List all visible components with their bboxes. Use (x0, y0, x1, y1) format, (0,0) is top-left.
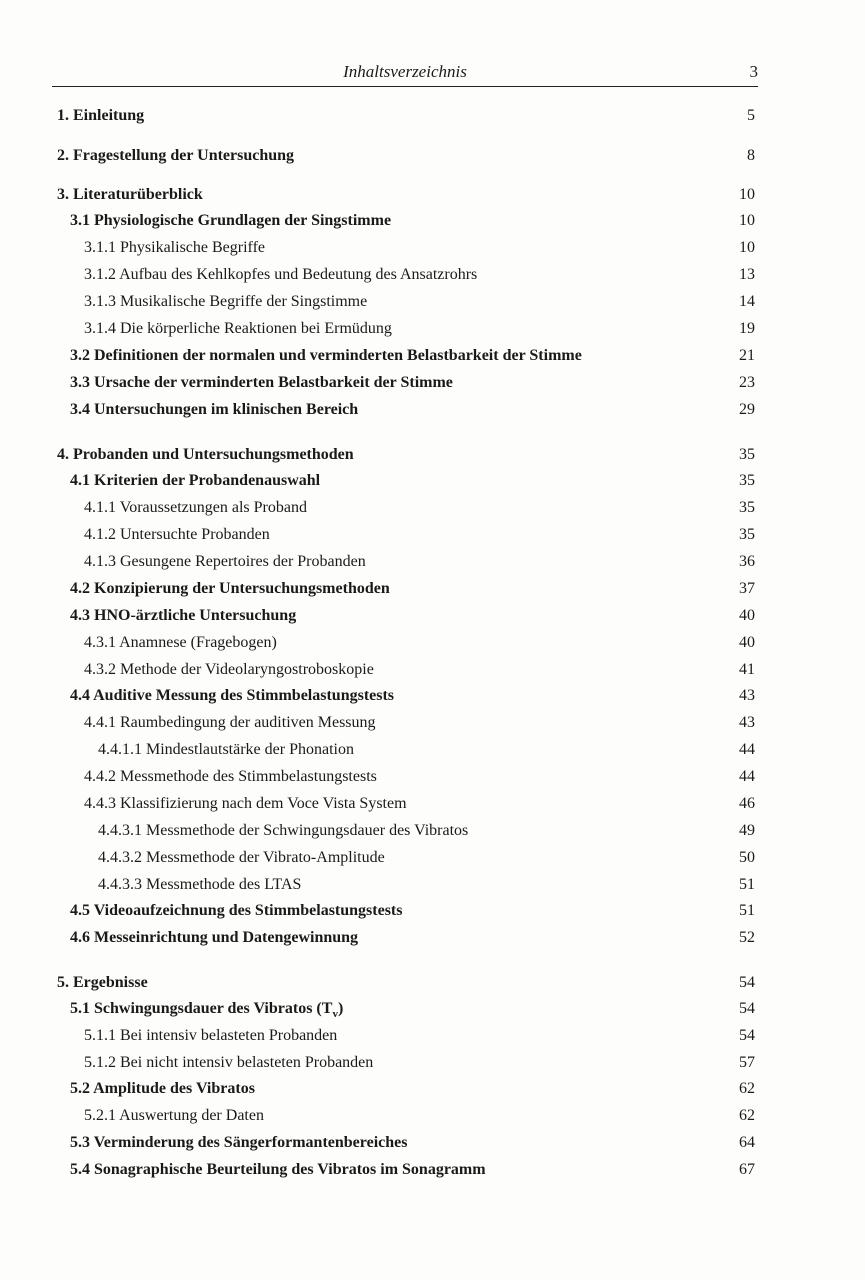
toc-entry-label-text: 4.1 Kriterien der Probandenauswahl (70, 472, 321, 489)
toc-entry-page-number: 67 (739, 1161, 755, 1178)
toc-entry-label (57, 145, 294, 167)
toc-entry (0, 793, 865, 815)
toc-entry-label (70, 578, 390, 600)
toc-entry-label-text: 3.1.2 Aufbau des Kehlkopfes und Bedeutung des Ansatzrohrs (84, 266, 478, 283)
toc-entry-label (70, 372, 453, 394)
toc-entry-label (70, 685, 394, 707)
toc-entry-label-text: 4.6 Messeinrichtung und Datengewinnung (70, 929, 359, 946)
running-header-page-number: 3 (749, 62, 758, 81)
toc-entry-page-number: 54 (739, 1000, 755, 1017)
toc-entry-page-number: 43 (739, 687, 755, 704)
toc-entry (0, 900, 865, 922)
toc-entry-page-number: 29 (739, 401, 755, 418)
toc-entry-label (84, 632, 277, 654)
toc-entry-label-text: 5.1 Schwingungsdauer des Vibratos (T (70, 1000, 333, 1017)
toc-entry-page-number: 35 (739, 472, 755, 489)
toc-entry (0, 1132, 865, 1154)
toc-entry-label-text: 3.1 Physiologische Grundlagen der Singstimme (70, 212, 392, 229)
toc-entry-label-subscript: v (332, 1008, 338, 1021)
toc-entry-label-text: 4.4.3.1 Messmethode der Schwingungsdauer des Vibratos (98, 822, 469, 839)
toc-entry (0, 372, 865, 394)
toc-entry (0, 237, 865, 259)
toc-entry (0, 145, 865, 167)
toc-entry-label (98, 874, 301, 896)
toc-entry-label (84, 1105, 264, 1127)
toc-entry (0, 551, 865, 573)
toc-entry-label-text: 5.4 Sonagraphische Beurteilung des Vibratos im Sonagramm (70, 1161, 486, 1178)
toc-entry-label-text: 3.1.1 Physikalische Begriffe (84, 239, 266, 256)
toc-entry-label (84, 497, 307, 519)
toc-entry (0, 685, 865, 707)
toc-entry-label (84, 524, 270, 546)
toc-entry (0, 264, 865, 286)
toc-entry-label-text: 3.2 Definitionen der normalen und verminderten Belastbarkeit der Stimme (70, 347, 582, 364)
toc-entry-label-text: 5.3 Verminderung des Sängerformantenbereiches (70, 1134, 408, 1151)
toc-entry-label (84, 793, 407, 815)
toc-entry (0, 345, 865, 367)
toc-entry-label (98, 739, 354, 761)
toc-entry-label-text: 2. Fragestellung der Untersuchung (57, 147, 295, 164)
toc-entry (0, 1052, 865, 1074)
toc-entry-label (84, 318, 392, 340)
toc-entry-label (70, 927, 358, 949)
toc-entry-label (70, 1078, 255, 1100)
toc-entry-label-text: 3.1.4 Die körperliche Reaktionen bei Ermüdung (84, 320, 392, 337)
toc-entry-page-number: 8 (747, 147, 755, 164)
toc-entry-page-number: 50 (739, 849, 755, 866)
toc-entry-page-number: 49 (739, 822, 755, 839)
toc-entry-label (70, 210, 391, 232)
toc-entry (0, 712, 865, 734)
toc-entry-label (70, 345, 582, 367)
toc-entry (0, 291, 865, 313)
toc-entry-page-number: 13 (739, 266, 755, 283)
toc-entry-label (84, 712, 376, 734)
toc-entry (0, 874, 865, 896)
toc-entry-label (84, 551, 366, 573)
toc-entry (0, 659, 865, 681)
toc-entry-label-text: 4.4.3.2 Messmethode der Vibrato-Amplitude (98, 849, 385, 866)
toc-entry-page-number: 43 (739, 714, 755, 731)
toc-entry-page-number: 62 (739, 1107, 755, 1124)
toc-entry (0, 444, 865, 466)
toc-entry-page-number: 40 (739, 607, 755, 624)
toc-entry-label (70, 605, 296, 627)
toc-entry-page-number: 57 (739, 1054, 755, 1071)
toc-entry-page-number: 19 (739, 320, 755, 337)
toc-entry-label-text: 4.2 Konzipierung der Untersuchungsmethoden (70, 580, 390, 597)
toc-entry-label-text: 4. Probanden und Untersuchungsmethoden (57, 446, 354, 463)
toc-entry-label-text: 5.1.1 Bei intensiv belasteten Probanden (84, 1027, 338, 1044)
toc-entry (0, 998, 865, 1020)
toc-entry-page-number: 10 (739, 186, 755, 203)
toc-entry (0, 1025, 865, 1047)
toc-entry (0, 927, 865, 949)
toc-entry-label-text: 5.2.1 Auswertung der Daten (84, 1107, 264, 1124)
toc-entry-page-number: 41 (739, 661, 755, 678)
toc-entry-label (84, 766, 377, 788)
toc-entry (0, 605, 865, 627)
toc-entry-page-number: 10 (739, 239, 755, 256)
toc-entry-label (57, 972, 148, 994)
toc-entry-label (84, 291, 367, 313)
toc-entry-label (84, 659, 374, 681)
toc-entry-label-text: 5.2 Amplitude des Vibratos (70, 1080, 255, 1097)
toc-entry (0, 739, 865, 761)
toc-entry-page-number: 46 (739, 795, 755, 812)
toc-entry-label (57, 105, 144, 127)
toc-entry-label-text: 4.5 Videoaufzeichnung des Stimmbelastungstests (70, 902, 403, 919)
toc-entry-label-end: ) (337, 1000, 344, 1017)
toc-entry-label-text: 4.3.2 Methode der Videolaryngostroboskopie (84, 661, 374, 678)
toc-entry-label (98, 820, 468, 842)
toc-entry-label (70, 1159, 486, 1181)
toc-entry-label-text: 4.4.1.1 Mindestlautstärke der Phonation (98, 741, 354, 758)
toc-entry (0, 497, 865, 519)
toc-entry-page-number: 64 (739, 1134, 755, 1151)
toc-entry (0, 766, 865, 788)
toc-entry-page-number: 62 (739, 1080, 755, 1097)
toc-entry-label-text: 4.4.3 Klassifizierung nach dem Voce Vista System (84, 795, 407, 812)
toc-entry-page-number: 5 (747, 107, 755, 124)
toc-entry-page-number: 35 (739, 446, 755, 463)
toc-entry-page-number: 36 (739, 553, 755, 570)
toc-entry-label-text: 4.1.2 Untersuchte Probanden (84, 526, 270, 543)
toc-entry (0, 820, 865, 842)
toc-entry (0, 972, 865, 994)
toc-entry-label-text: 3.4 Untersuchungen im klinischen Bereich (70, 401, 359, 418)
toc-entry-label (84, 1025, 337, 1047)
toc-entry (0, 1159, 865, 1181)
toc-entry (0, 578, 865, 600)
toc-entry-page-number: 35 (739, 526, 755, 543)
toc-entry-label (70, 900, 402, 922)
toc-entry-label (70, 470, 320, 492)
toc-entry (0, 184, 865, 206)
toc-entry-page-number: 44 (739, 741, 755, 758)
running-header (52, 60, 758, 87)
toc-entry-label (98, 847, 385, 869)
toc-entry-page-number: 35 (739, 499, 755, 516)
toc-entry-label-text: 5. Ergebnisse (57, 974, 148, 991)
toc-entry (0, 105, 865, 127)
toc-entry-label-text: 4.4.2 Messmethode des Stimmbelastungstests (84, 768, 377, 785)
toc-entry-page-number: 37 (739, 580, 755, 597)
toc-entry (0, 399, 865, 421)
toc-entry (0, 632, 865, 654)
toc-entry-label (70, 998, 343, 1025)
toc-entry-label-text: 3.3 Ursache der verminderten Belastbarkeit der Stimme (70, 374, 453, 391)
toc-entry-page-number: 51 (739, 902, 755, 919)
toc-entry-page-number: 54 (739, 1027, 755, 1044)
toc-entry-label (70, 1132, 407, 1154)
toc-entry-label-text: 5.1.2 Bei nicht intensiv belasteten Probanden (84, 1054, 374, 1071)
toc-entry (0, 524, 865, 546)
toc-entry (0, 847, 865, 869)
toc-entry-label-text: 4.1.3 Gesungene Repertoires der Probanden (84, 553, 366, 570)
toc-entry-page-number: 54 (739, 974, 755, 991)
toc-entry-label-text: 4.4.3.3 Messmethode des LTAS (98, 876, 302, 893)
toc-entry-label-text: 4.3 HNO-ärztliche Untersuchung (70, 607, 297, 624)
toc-entry-page-number: 44 (739, 768, 755, 785)
toc-entry-label (84, 1052, 373, 1074)
running-header-title: Inhaltsverzeichnis (343, 62, 467, 81)
toc-entry-page-number: 21 (739, 347, 755, 364)
toc-entry-label-text: 4.4.1 Raumbedingung der auditiven Messung (84, 714, 376, 731)
toc-entry-label-text: 3. Literaturüberblick (57, 186, 203, 203)
toc-entry-page-number: 23 (739, 374, 755, 391)
toc-entry-page-number: 51 (739, 876, 755, 893)
toc-entry-label (84, 237, 265, 259)
toc-entry (0, 1078, 865, 1100)
toc-entry-label-text: 3.1.3 Musikalische Begriffe der Singstimme (84, 293, 368, 310)
toc-entry-page-number: 40 (739, 634, 755, 651)
toc-entry-page-number: 14 (739, 293, 755, 310)
toc-entry-label (70, 399, 358, 421)
toc-entry (0, 318, 865, 340)
toc-entry-label-text: 4.3.1 Anamnese (Fragebogen) (84, 634, 277, 651)
toc-entry (0, 210, 865, 232)
toc-entry (0, 1105, 865, 1127)
toc-entry-label (57, 444, 354, 466)
toc-entry-label-text: 4.4 Auditive Messung des Stimmbelastungstests (70, 687, 395, 704)
toc-entry-page-number: 52 (739, 929, 755, 946)
toc-entry-label-text: 4.1.1 Voraussetzungen als Proband (84, 499, 307, 516)
toc-entry-label (57, 184, 203, 206)
toc-entry-page-number: 10 (739, 212, 755, 229)
toc-entry-label (84, 264, 477, 286)
toc-entry-label-text: 1. Einleitung (57, 107, 145, 124)
toc-entry (0, 470, 865, 492)
